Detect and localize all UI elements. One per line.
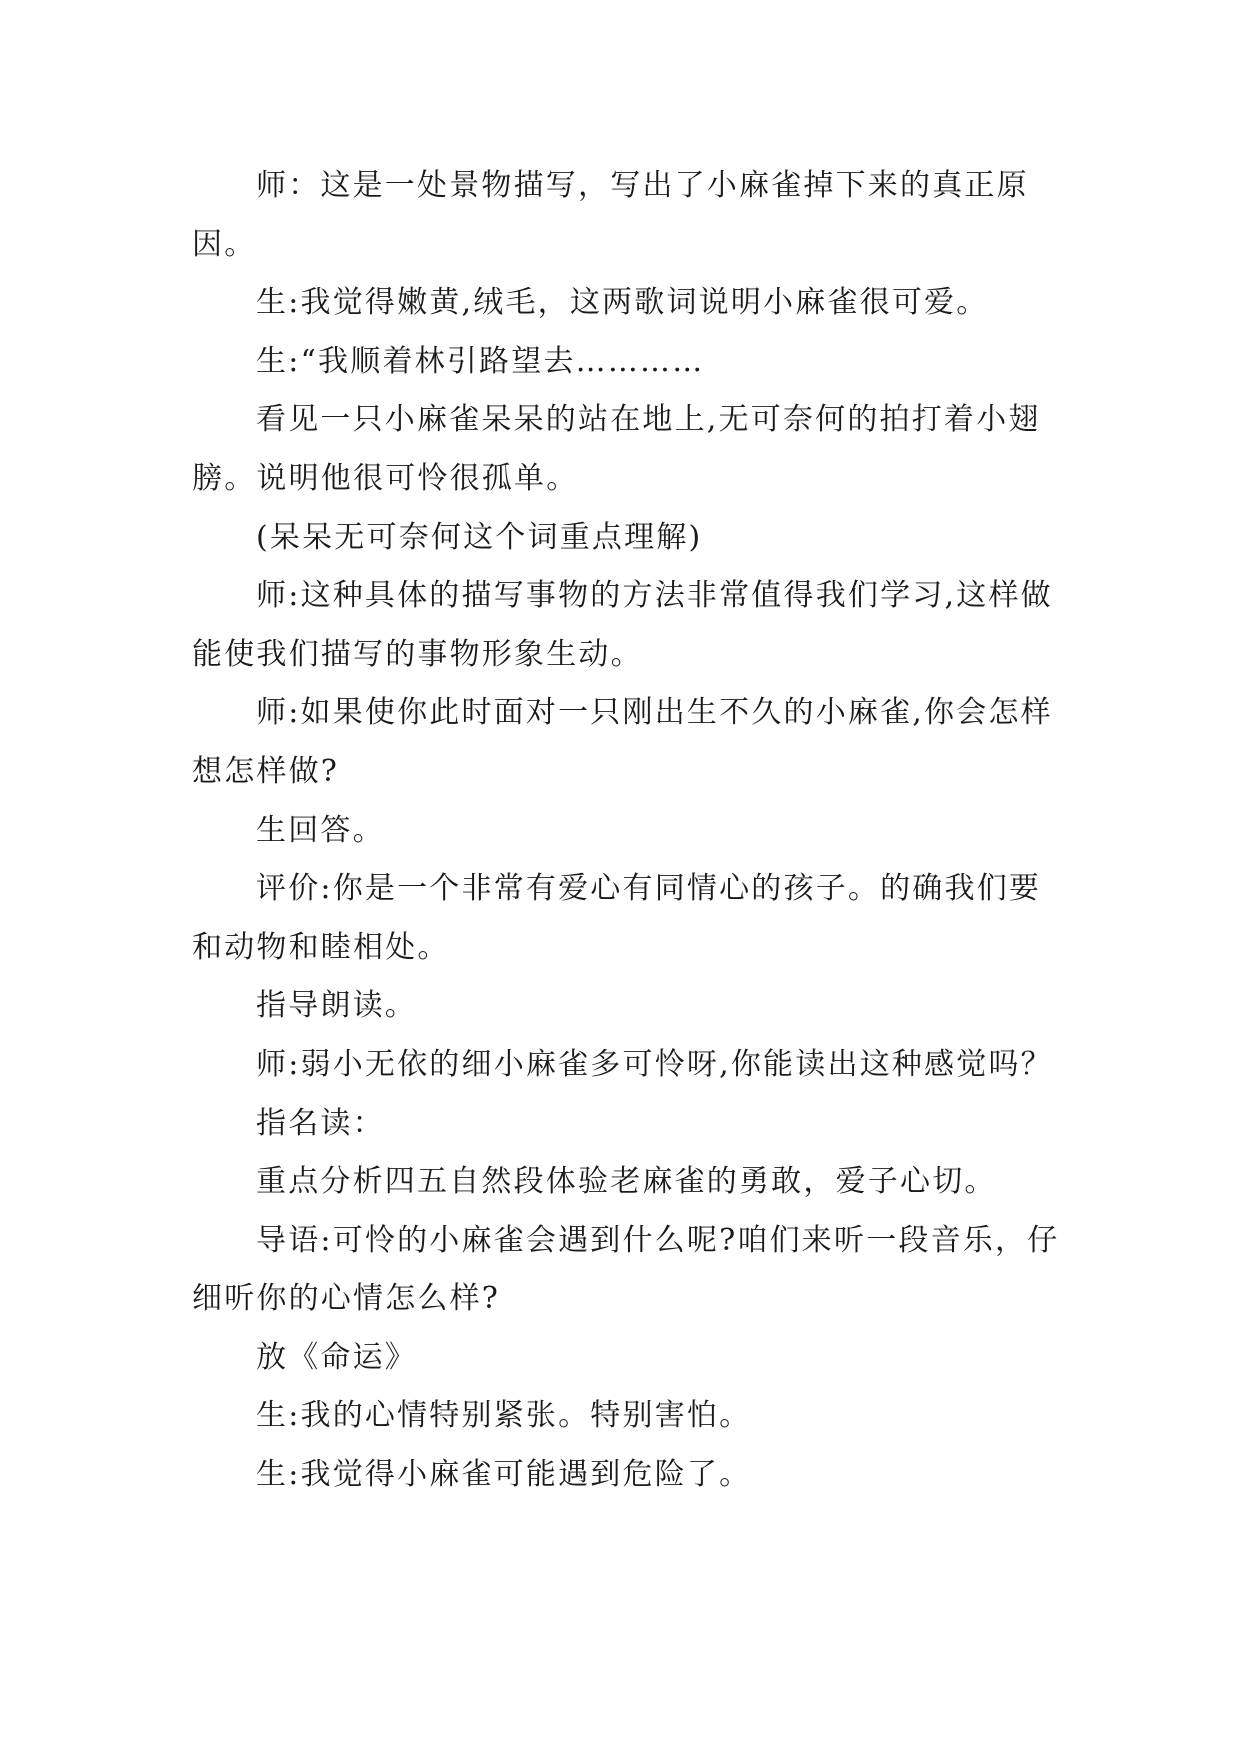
paragraph-student-danger: 生:我觉得小麻雀可能遇到危险了。 (256, 1457, 752, 1493)
paragraph-guided-reading: 指导朗读。 (256, 988, 417, 1024)
paragraph-student-cute: 生:我觉得嫩黄,绒毛，这两歌词说明小麻雀很可爱。 (256, 285, 989, 321)
paragraph-evaluation: 评价:你是一个非常有爱心有同情心的孩子。的确我们要和动物和睦相处。 (192, 871, 1042, 965)
paragraph-teacher-question: 师:如果使你此时面对一只刚出生不久的小麻雀,你会怎样想怎样做? (192, 695, 1053, 789)
paragraph-student-nervous: 生:我的心情特别紧张。特别害怕。 (256, 1398, 752, 1434)
paragraph-named-reading: 指名读： (256, 1105, 385, 1141)
paragraph-lonely-sparrow: 看见一只小麻雀呆呆的站在地上,无可奈何的拍打着小翅膀。说明他很可怜很孤单。 (192, 402, 1041, 496)
paragraph-student-quote: 生:“我顺着林引路望去………… (256, 343, 705, 379)
paragraph-student-answer: 生回答。 (256, 812, 385, 848)
paragraph-lead-in: 导语:可怜的小麻雀会遇到什么呢?咱们来听一段音乐，仔细听你的心情怎么样? (192, 1222, 1060, 1317)
paragraph-teacher-read-feeling: 师:弱小无依的细小麻雀多可怜呀,你能读出这种感觉吗？ (256, 1046, 1053, 1082)
paragraph-play-fate: 放《命运》 (256, 1339, 417, 1375)
paragraph-teacher-method: 师:这种具体的描写事物的方法非常值得我们学习,这样做能使我们描写的事物形象生动。 (192, 578, 1053, 672)
paragraph-key-analysis: 重点分析四五自然段体验老麻雀的勇敢，爱子心切。 (256, 1164, 997, 1200)
paragraph-key-words-note: (呆呆无可奈何这个词重点理解) (256, 519, 703, 555)
document-body (192, 157, 1060, 1505)
paragraph-teacher-scenery: 师：这是一处景物描写，写出了小麻雀掉下来的真正原因。 (192, 168, 1029, 262)
